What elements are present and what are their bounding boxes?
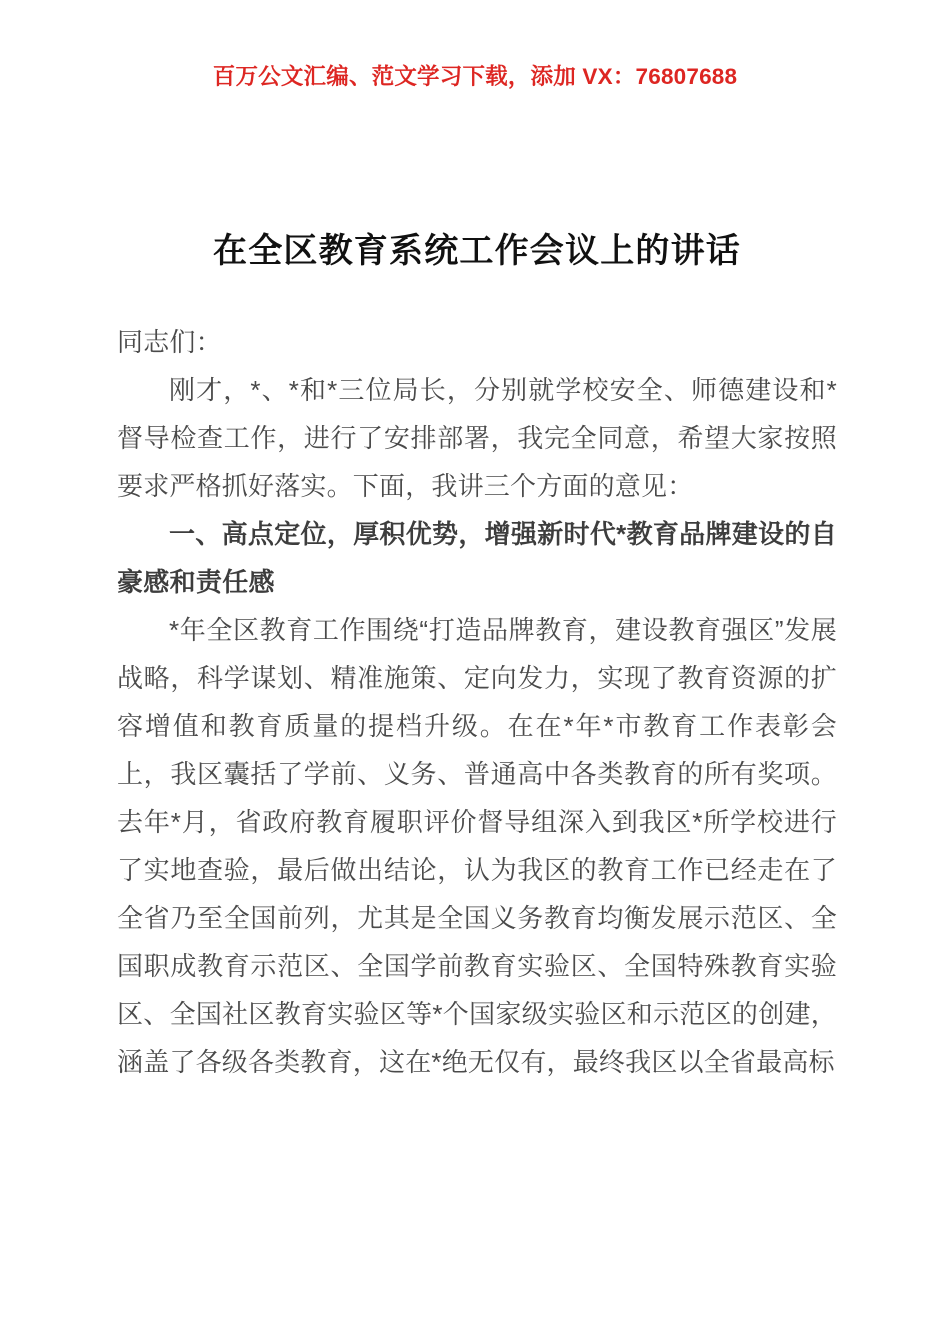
document-body xyxy=(117,0,837,1086)
paragraph-opening-remarks: 刚才，*、*和*三位局长，分别就学校安全、师德建设和*督导检查工作，进行了安排部署，我完全同意，希望大家按照要求严格抓好落实。下面，我讲三个方面的意见： xyxy=(117,375,837,501)
promo-watermark-header: 百万公文汇编、范文学习下载，添加 VX：76807688 xyxy=(212,64,738,89)
document-title: 在全区教育系统工作会议上的讲话 xyxy=(213,231,741,271)
paragraph-section-one-body: *年全区教育工作围绕“打造品牌教育，建设教育强区”发展战略，科学谋划、精准施策、定向发力，实现了教育资源的扩容增值和教育质量的提档升级。在在*年*市教育工作表彰会上，我区囊括了学前、义务、普通高中各类教育的所有奖项。去年*月，省政府教育履职评价督导组深入到我区*所学校进行了实地查验，最后做出结论，认为我区的教育工作已经走在了全省乃至全国前列，尤其是全国义务教育均衡发展示范区、全国职成教育示范区、全国学前教育实验区、全国特殊教育实验区、全国社区教育实验区等*个国家级实验区和示范区的创建，涵盖了各级各类教育，这在*绝无仅有，最终我区以全省最高标 xyxy=(117,615,837,1077)
document-paragraphs xyxy=(117,318,837,1086)
paragraph-section-heading-one: 一、高点定位，厚积优势，增强新时代*教育品牌建设的自豪感和责任感 xyxy=(117,519,837,597)
paragraph-salutation: 同志们： xyxy=(117,327,222,357)
